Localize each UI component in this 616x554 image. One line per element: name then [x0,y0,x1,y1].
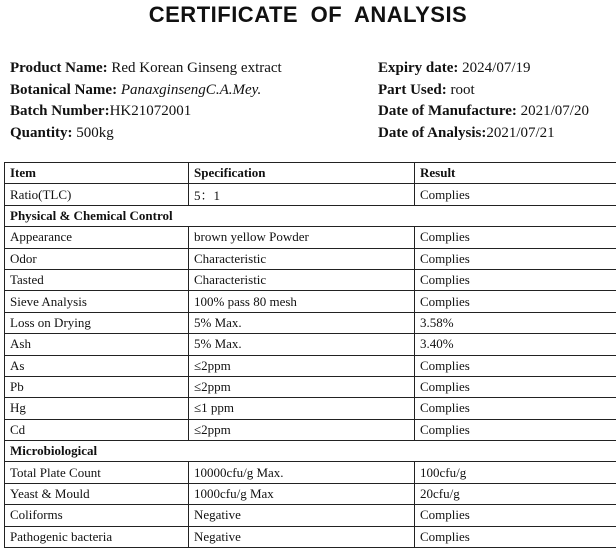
row-result: Complies [415,227,616,248]
table-row [5,526,616,547]
row-item: Odor [5,248,189,269]
product-name-value: Red Korean Ginseng extract [111,60,282,76]
botanical-name-value: PanaxginsengC.A.Mey. [120,81,262,98]
analysis-table [4,162,616,548]
row-result: Complies [415,269,616,290]
table-row [5,334,616,355]
row-item: Total Plate Count [5,462,189,483]
table-row [5,398,616,419]
table-row [5,462,616,483]
botanical-name-label: Botanical Name [10,81,113,98]
row-result: Complies [415,184,616,205]
row-result: Complies [415,248,616,269]
table-row [5,419,616,440]
row-specification: 1000cfu/g Max [189,483,415,504]
row-specification: ≤2ppm [189,355,415,376]
quantity-line: Quantity: 500kg [10,124,114,141]
row-result: Complies [415,526,616,547]
expiry-date-line: Expiry date: 2024/07/19 [378,60,531,76]
table-row [5,376,616,397]
row-specification: ≤2ppm [189,376,415,397]
row-specification: Negative [189,505,415,526]
table-row [5,291,616,312]
expiry-date-label: Expiry date [378,60,454,76]
part-used-line: Part Used: root [378,81,475,98]
row-result: Complies [415,419,616,440]
manufacture-date-line: Date of Manufacture: 2021/07/20 [378,103,589,119]
row-specification: 10000cfu/g Max. [189,462,415,483]
row-specification: 5：1 [189,184,415,205]
row-specification: ≤1 ppm [189,398,415,419]
row-result: 3.40% [415,334,616,355]
row-result: 20cfu/g [415,483,616,504]
row-specification: 5% Max. [189,312,415,333]
analysis-date-value: 2021/07/21 [486,124,555,141]
batch-number-line: Batch Number:HK21072001 [10,103,192,119]
section-title-physical: Physical & Chemical Control [5,205,616,226]
row-item: Coliforms [5,505,189,526]
table-row [5,184,616,205]
botanical-name-line: Botanical Name: PanaxginsengC.A.Mey. [10,81,262,98]
batch-number-value: HK21072001 [109,103,192,119]
product-name-line: Product Name: Red Korean Ginseng extract [10,60,282,76]
table-row [5,248,616,269]
row-item: Cd [5,419,189,440]
row-item: Pb [5,376,189,397]
table-row [5,269,616,290]
part-used-value: root [450,81,475,98]
row-item: Ratio(TLC) [5,184,189,205]
expiry-date-value: 2024/07/19 [462,60,531,76]
analysis-date-label: Date of Analysis [378,124,482,141]
row-item: Pathogenic bacteria [5,526,189,547]
section-row-microbiological [5,441,616,462]
part-used-label: Part Used [378,81,442,98]
row-item: Yeast & Mould [5,483,189,504]
row-specification: 100% pass 80 mesh [189,291,415,312]
analysis-date-line: Date of Analysis:2021/07/21 [378,124,555,141]
quantity-label: Quantity [10,124,68,141]
row-specification: brown yellow Powder [189,227,415,248]
header-specification: Specification [189,163,415,184]
table-row [5,355,616,376]
row-specification: 5% Max. [189,334,415,355]
section-title-microbiological: Microbiological [5,441,616,462]
row-item: Appearance [5,227,189,248]
row-specification: Negative [189,526,415,547]
row-result: Complies [415,398,616,419]
manufacture-date-label: Date of Manufacture [378,103,512,119]
row-result: Complies [415,355,616,376]
section-row-physical [5,205,616,226]
table-row [5,227,616,248]
row-item: Sieve Analysis [5,291,189,312]
product-name-label: Product Name [10,60,103,76]
row-result: Complies [415,376,616,397]
row-item: Hg [5,398,189,419]
row-item: Loss on Drying [5,312,189,333]
table-row [5,505,616,526]
table-header-row [5,163,616,184]
row-specification: Characteristic [189,248,415,269]
header-result: Result [415,163,616,184]
row-specification: Characteristic [189,269,415,290]
document-title: CERTIFICATE OF ANALYSIS [148,2,468,27]
row-result: Complies [415,505,616,526]
manufacture-date-value: 2021/07/20 [520,103,589,119]
batch-number-label: Batch Number [10,103,105,119]
quantity-value: 500kg [76,124,114,141]
table-row [5,483,616,504]
header-item: Item [5,163,189,184]
row-item: Ash [5,334,189,355]
product-info-left [10,58,282,144]
row-item: As [5,355,189,376]
row-item: Tasted [5,269,189,290]
row-result: Complies [415,291,616,312]
row-specification: ≤2ppm [189,419,415,440]
row-result: 100cfu/g [415,462,616,483]
product-info-right [378,58,589,144]
table-row [5,312,616,333]
row-result: 3.58% [415,312,616,333]
